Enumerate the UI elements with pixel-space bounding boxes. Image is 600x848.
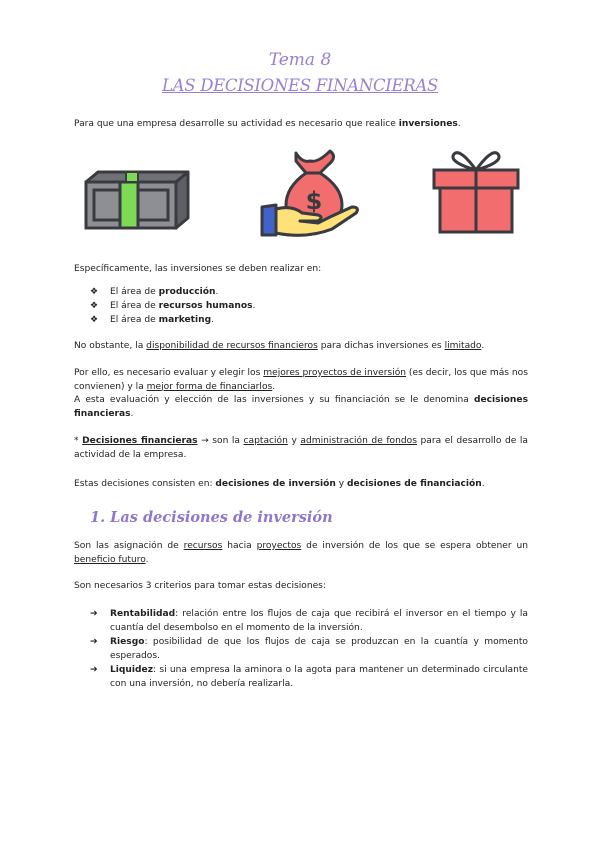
gift-box-icon xyxy=(430,146,522,236)
tema-number: Tema 8 xyxy=(268,50,332,70)
page-title: LAS DECISIONES FINANCIERAS xyxy=(161,76,438,95)
intro-paragraph: Para que una empresa desarrolle su actividad es necesario que realice inversiones. xyxy=(74,119,461,129)
consisten-paragraph: Estas decisiones consisten en: decisiones de inversión y decisiones de financiación. xyxy=(74,479,485,489)
areas-list xyxy=(90,285,255,327)
list-item: ❖ El área de producción. xyxy=(90,287,219,297)
definicion-paragraph: * Decisiones financieras → son la captación y administración de fondos para el desarrollo de la actividad de la empresa. xyxy=(74,436,528,460)
list-item: ❖ El área de recursos humanos. xyxy=(90,301,256,311)
areas-lead: Específicamente, las inversiones se deben realizar en: xyxy=(74,264,322,274)
list-item: ❖ El área de marketing. xyxy=(90,315,215,325)
arrow-icon: ➔ xyxy=(90,637,98,647)
svg-text:$: $ xyxy=(305,187,323,215)
list-item: ➔ Rentabilidad: relación entre los flujos de caja que recibirá el inversor en el tiempo y la cuantía del desembolso en el momento de la inversión. xyxy=(90,608,528,635)
bullet-icon: ❖ xyxy=(90,315,99,325)
section-heading: 1. Las decisiones de inversión xyxy=(90,509,333,526)
obstante-paragraph: No obstante, la disponibilidad de recursos financieros para dichas inversiones es limitado. xyxy=(74,341,485,351)
bullet-icon: ❖ xyxy=(90,287,99,297)
arrow-icon: ➔ xyxy=(90,665,98,675)
ello-paragraph: Por ello, es necesario evaluar y elegir los mejores proyectos de inversión (es decir, los que más nos convienen) y la mejor forma de financiarlos. A esta evaluación y elección de las inversiones y su financiación se le denomina decisiones financieras. xyxy=(74,368,528,419)
list-item: ➔ Riesgo: posibilidad de que los flujos de caja se produzcan en la cuantía y momento esperados. xyxy=(90,636,528,663)
arrow-icon: ➔ xyxy=(90,609,98,619)
bullet-icon: ❖ xyxy=(90,301,99,311)
money-stack-icon xyxy=(80,168,192,232)
criteria-list xyxy=(90,608,528,692)
section1-paragraph: Son las asignación de recursos hacia proyectos de inversión de los que se espera obtener un beneficio futuro. xyxy=(74,541,529,565)
list-item: ➔ Liquidez: si una empresa la aminora o la agota para mantener un determinado circulante con una inversión, no debería realizarla. xyxy=(90,664,528,691)
criteria-lead: Son necesarios 3 criterios para tomar estas decisiones: xyxy=(74,581,326,591)
money-bag-hand-icon xyxy=(258,143,368,243)
